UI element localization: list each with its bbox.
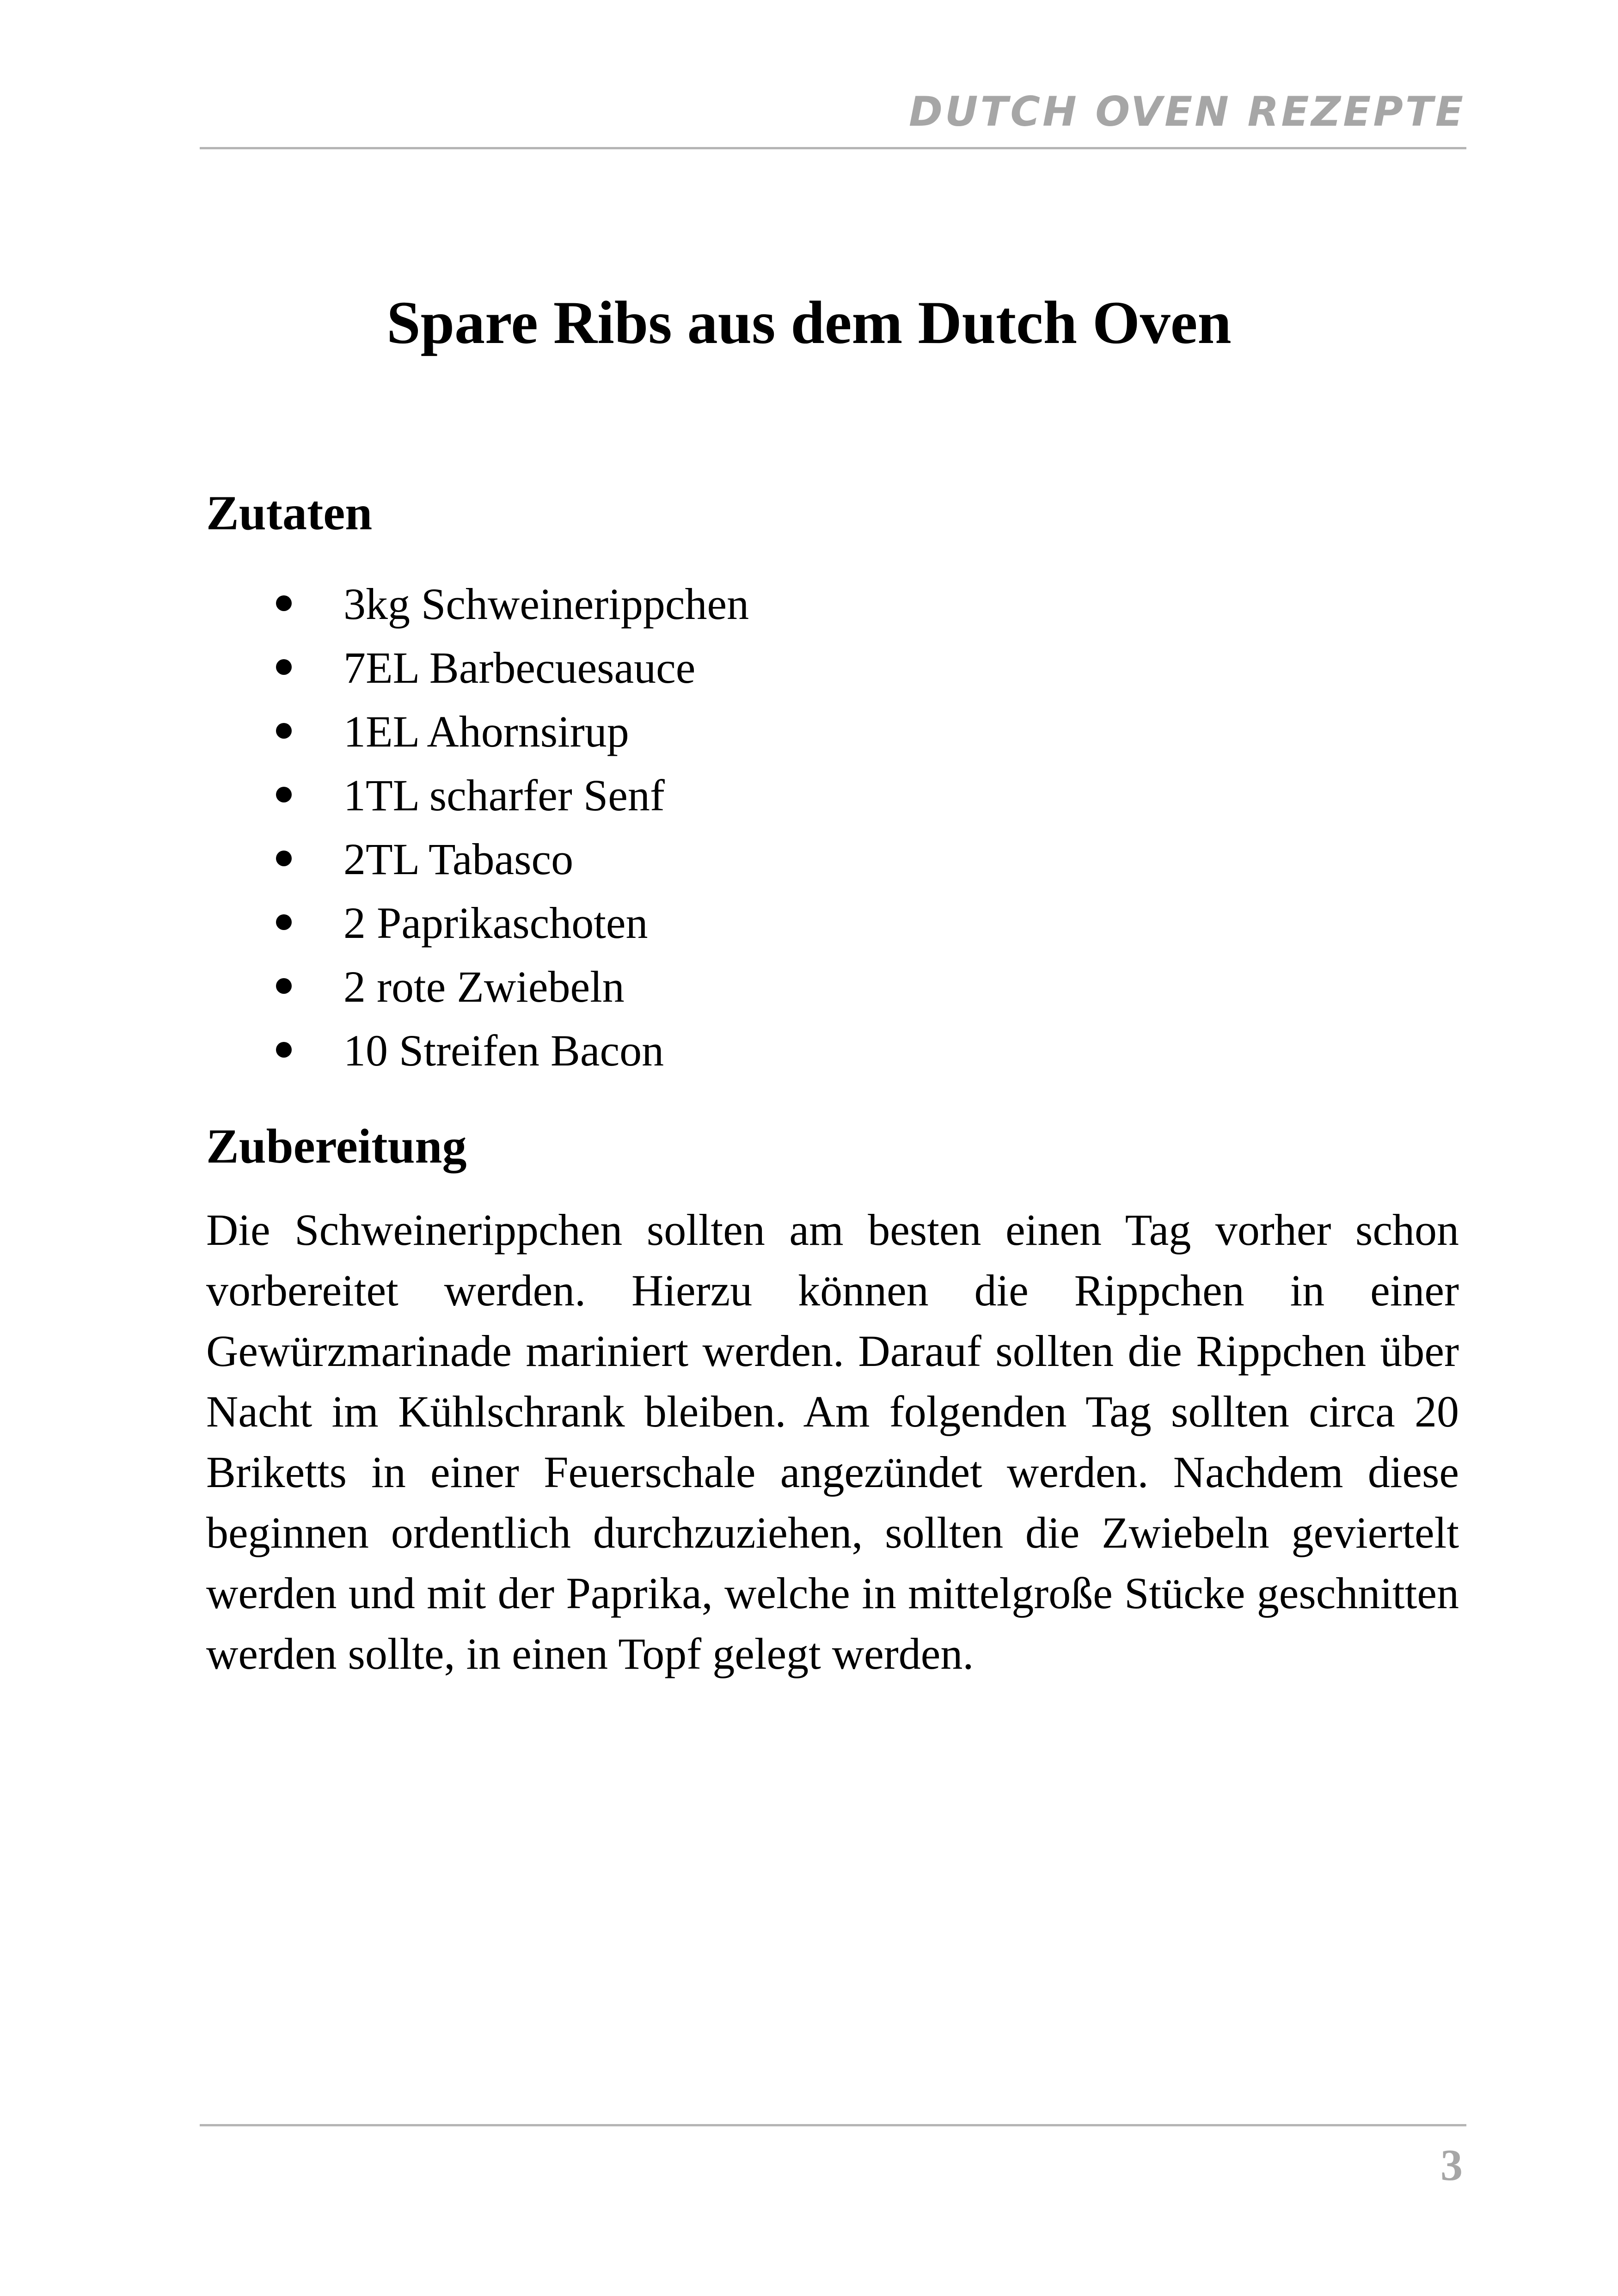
running-header-title: DUTCH OVEN REZEPTE: [908, 88, 1465, 135]
footer-divider: [200, 2124, 1466, 2126]
ingredient-item: [0, 891, 1618, 955]
ingredient-text: 2TL Tabasco: [343, 834, 574, 884]
bullet-icon: [276, 978, 292, 994]
ingredient-item: [0, 700, 1618, 764]
ingredients-list: [0, 572, 1618, 1083]
ingredient-text: 2 Paprikaschoten: [343, 898, 648, 948]
bullet-icon: [276, 787, 292, 802]
preparation-paragraph: Die Schweinerippchen sollten am besten einen Tag vorher schon vorbereitet werden. Hierzu können die Rippchen in einer Gewürzmarinade mariniert werden. Darauf sollten die Rippchen über Nacht im Kühlschrank bleiben. Am folgenden Tag sollten circa 20 Briketts in einer Feuerschale angezündet werden. Nachdem diese beginnen ordentlich durchzuziehen, sollten die Zwiebeln geviertelt werden und mit der Paprika, welche in mittelgroße Stücke geschnitten werden sollte, in einen Topf gelegt werden.: [206, 1205, 1459, 1678]
ingredient-text: 7EL Barbecuesauce: [343, 643, 696, 692]
ingredient-item: [0, 636, 1618, 700]
bullet-icon: [276, 851, 292, 866]
ingredient-text: 1TL scharfer Senf: [343, 771, 665, 820]
ingredients-heading: Zutaten: [206, 486, 373, 540]
ingredient-item: [0, 572, 1618, 636]
bullet-icon: [276, 914, 292, 930]
bullet-icon: [276, 659, 292, 675]
ingredient-item: [0, 1019, 1618, 1083]
ingredient-text: 1EL Ahornsirup: [343, 707, 629, 756]
ingredient-text: 3kg Schweinerippchen: [343, 579, 749, 629]
recipe-title: Spare Ribs aus dem Dutch Oven: [386, 288, 1232, 356]
preparation-heading: Zubereitung: [206, 1119, 467, 1173]
ingredient-item: [0, 764, 1618, 827]
page-number: 3: [1440, 2140, 1463, 2190]
bullet-icon: [276, 595, 292, 611]
ingredient-text: 2 rote Zwiebeln: [343, 962, 625, 1011]
bullet-icon: [276, 723, 292, 739]
bullet-icon: [276, 1042, 292, 1058]
ingredient-item: [0, 955, 1618, 1019]
ingredient-item: [0, 827, 1618, 891]
ingredient-text: 10 Streifen Bacon: [343, 1026, 664, 1075]
header-divider: [200, 147, 1466, 149]
